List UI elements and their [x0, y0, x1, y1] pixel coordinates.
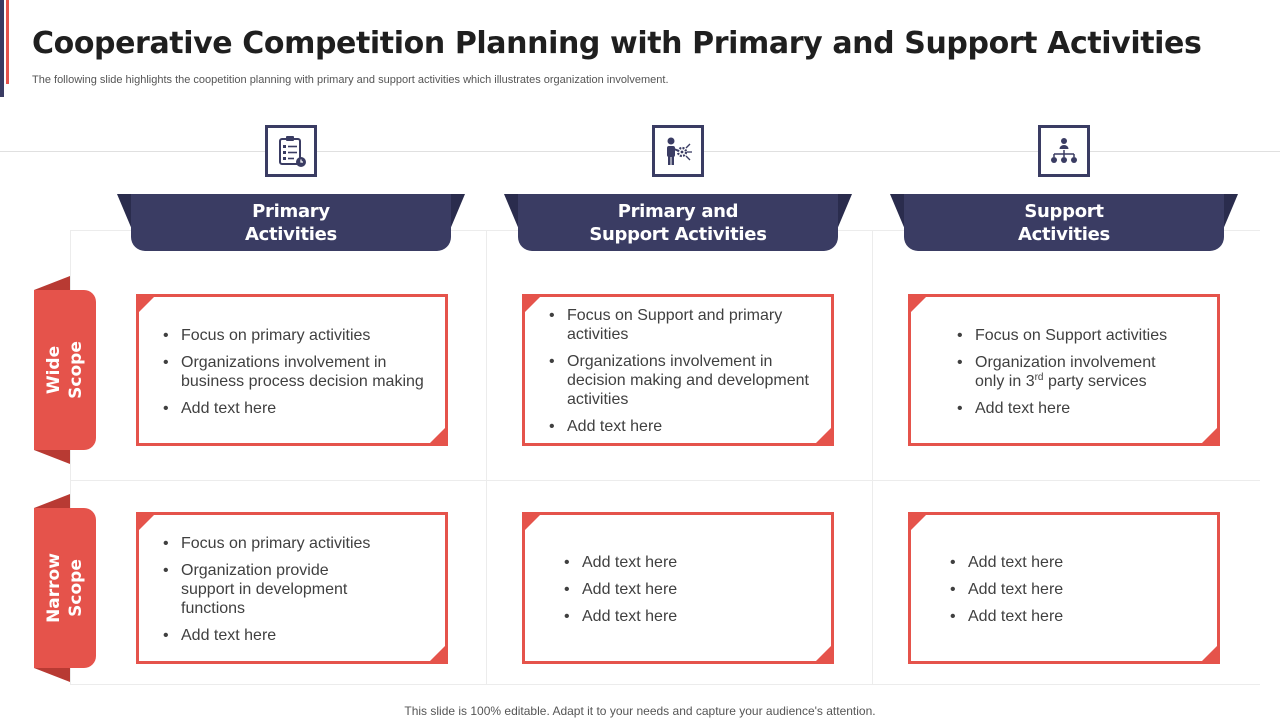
- list-item: [955, 353, 1185, 391]
- column-header-primary: [117, 194, 465, 251]
- card-corner: [815, 427, 832, 444]
- column-header-primary-and-support: [504, 194, 852, 251]
- list-item: • Organizations involvement in business process decision making: [161, 353, 431, 391]
- card-corner: [910, 514, 927, 531]
- row-tab-body: [34, 508, 96, 668]
- list-item: • Add text here: [562, 553, 792, 572]
- grid-divider-1: [486, 230, 487, 685]
- row-tab-label: Wide Scope: [43, 341, 86, 399]
- list-item: • Focus on primary activities: [161, 326, 431, 345]
- presenter-gear-icon: [652, 125, 704, 177]
- page-subtitle: The following slide highlights the coopetition planning with primary and support activities which illustrates organization involvement.: [32, 74, 669, 86]
- tab-fold-bottom: [34, 450, 70, 464]
- card-corner: [1201, 645, 1218, 662]
- card-corner: [138, 296, 155, 313]
- page-title: Cooperative Competition Planning with Primary and Support Activities: [32, 26, 1202, 61]
- list-item: • Add text here: [161, 399, 431, 418]
- list-item: • Focus on Support and primary activities: [547, 306, 813, 344]
- ribbon-fold-right: [836, 194, 852, 232]
- column-header-label: Primary and Support Activities: [518, 194, 838, 251]
- card-corner: [815, 645, 832, 662]
- card-narrow-support: [908, 512, 1220, 664]
- card-corner: [138, 514, 155, 531]
- card-narrow-primary-and-support: [522, 512, 834, 664]
- accent-bar-blue: [0, 0, 4, 97]
- grid-row-divider: [70, 480, 1260, 481]
- bullet-list: [161, 534, 376, 653]
- list-item-text: Organization involvement only in 3rd party services: [975, 354, 1156, 390]
- card-corner: [429, 645, 446, 662]
- accent-bar-red: [6, 0, 9, 84]
- ribbon-fold-right: [449, 194, 465, 232]
- row-tab-body: [34, 290, 96, 450]
- list-item: • Add text here: [948, 580, 1178, 599]
- list-item: • Focus on primary activities: [161, 534, 376, 553]
- list-item: • Add text here: [948, 553, 1178, 572]
- column-header-support: [890, 194, 1238, 251]
- bullet-list: [562, 553, 792, 634]
- list-item: • Add text here: [948, 607, 1178, 626]
- list-item: • Organizations involvement in decision making and development activities: [547, 352, 813, 409]
- card-wide-support: [908, 294, 1220, 446]
- card-corner: [524, 296, 541, 313]
- card-wide-primary: [136, 294, 448, 446]
- list-item: • Add text here: [562, 580, 792, 599]
- row-tab-label: Narrow Scope: [44, 553, 87, 623]
- tab-fold-bottom: [34, 668, 70, 682]
- card-corner: [524, 514, 541, 531]
- org-hierarchy-icon: [1038, 125, 1090, 177]
- grid-bottom-line: [70, 684, 1260, 685]
- column-header-label: Support Activities: [904, 194, 1224, 251]
- row-tab-wide-scope: [34, 276, 96, 464]
- bullet-list: [948, 553, 1178, 634]
- list-item: • Add text here: [955, 399, 1185, 418]
- column-header-label: Primary Activities: [131, 194, 451, 251]
- footer-note: This slide is 100% editable. Adapt it to your needs and capture your audience's attention.: [404, 704, 876, 718]
- bullet-list: [955, 326, 1185, 426]
- list-item: • Add text here: [161, 626, 376, 645]
- row-tab-narrow-scope: [34, 494, 96, 682]
- card-narrow-primary: [136, 512, 448, 664]
- grid-divider-2: [872, 230, 873, 685]
- card-corner: [429, 427, 446, 444]
- bullet-list: [161, 326, 431, 426]
- list-item: • Add text here: [547, 417, 813, 436]
- card-corner: [910, 296, 927, 313]
- list-item: • Organization provide support in development functions: [161, 561, 376, 618]
- card-wide-primary-and-support: [522, 294, 834, 446]
- list-item: • Add text here: [562, 607, 792, 626]
- tab-fold-top: [34, 494, 70, 508]
- tab-fold-top: [34, 276, 70, 290]
- bullet-list: [547, 306, 813, 444]
- card-corner: [1201, 427, 1218, 444]
- list-item: • Focus on Support activities: [955, 326, 1185, 345]
- clipboard-checklist-icon: [265, 125, 317, 177]
- ribbon-fold-right: [1222, 194, 1238, 232]
